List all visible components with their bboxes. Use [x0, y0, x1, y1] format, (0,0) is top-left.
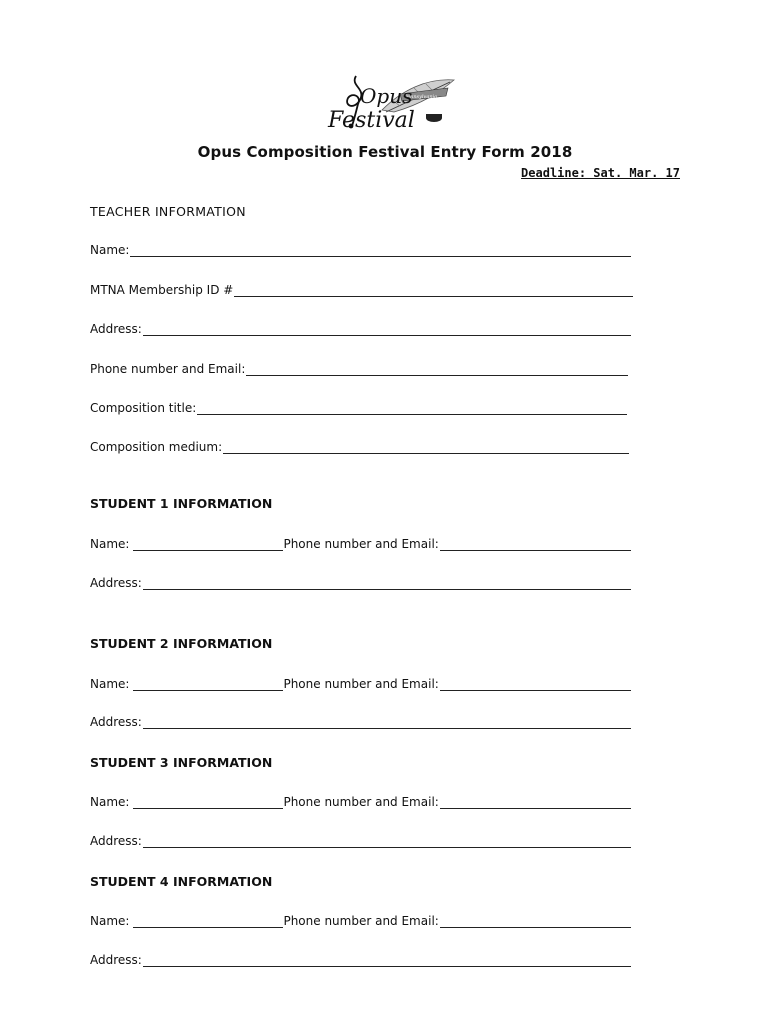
student-3-address-line[interactable]: [143, 835, 631, 848]
composition-title-line[interactable]: [197, 402, 627, 415]
student-3-phone-email-line[interactable]: [440, 796, 631, 809]
student-4-name-label: Name:: [90, 914, 130, 928]
teacher-section-heading: TEACHER INFORMATION: [90, 204, 246, 219]
student-2-name-label: Name:: [90, 677, 130, 691]
student-2-phone-email-line[interactable]: [440, 678, 631, 691]
student-1-phone-email-label: Phone number and Email:: [283, 537, 439, 551]
student-3-address-label: Address:: [90, 834, 142, 848]
student-1-name-phone-row[interactable]: [90, 535, 631, 551]
teacher-phone-email-label: Phone number and Email:: [90, 362, 246, 376]
student-4-address-label: Address:: [90, 953, 142, 967]
form-title: Opus Composition Festival Entry Form 2018: [197, 143, 573, 161]
student-1-heading: STUDENT 1 INFORMATION: [90, 496, 273, 511]
student-2-address-field[interactable]: [90, 713, 631, 729]
student-2-heading: STUDENT 2 INFORMATION: [90, 636, 273, 651]
student-2-name-line[interactable]: [133, 678, 283, 691]
student-4-name-line[interactable]: [133, 915, 283, 928]
student-2-phone-email-label: Phone number and Email:: [283, 677, 439, 691]
svg-text:Opus: Opus: [360, 84, 413, 108]
teacher-name-field[interactable]: [90, 241, 631, 257]
student-1-address-label: Address:: [90, 576, 142, 590]
composition-medium-line[interactable]: [223, 441, 629, 454]
student-3-phone-email-label: Phone number and Email:: [283, 795, 439, 809]
student-1-name-line[interactable]: [133, 538, 283, 551]
student-3-address-field[interactable]: [90, 832, 631, 848]
student-4-phone-email-line[interactable]: [440, 915, 631, 928]
student-1-address-line[interactable]: [143, 577, 631, 590]
student-2-address-label: Address:: [90, 715, 142, 729]
student-2-name-phone-row[interactable]: [90, 675, 631, 691]
teacher-mtna-label: MTNA Membership ID #: [90, 283, 234, 297]
teacher-phone-email-line[interactable]: [246, 363, 628, 376]
teacher-name-line[interactable]: [130, 244, 631, 257]
student-2-address-line[interactable]: [143, 716, 631, 729]
student-4-heading: STUDENT 4 INFORMATION: [90, 874, 273, 889]
student-4-phone-email-label: Phone number and Email:: [283, 914, 439, 928]
opus-festival-logo: [322, 70, 457, 132]
teacher-mtna-field[interactable]: [90, 281, 633, 297]
student-1-name-label: Name:: [90, 537, 130, 551]
student-3-heading: STUDENT 3 INFORMATION: [90, 755, 273, 770]
student-4-address-line[interactable]: [143, 954, 631, 967]
teacher-address-line[interactable]: [143, 323, 631, 336]
teacher-address-field[interactable]: [90, 320, 631, 336]
teacher-address-label: Address:: [90, 322, 142, 336]
composition-title-label: Composition title:: [90, 401, 197, 415]
student-3-name-line[interactable]: [133, 796, 283, 809]
student-4-address-field[interactable]: [90, 951, 631, 967]
teacher-name-label: Name:: [90, 243, 130, 257]
teacher-mtna-line[interactable]: [234, 284, 633, 297]
teacher-phone-email-field[interactable]: [90, 360, 628, 376]
svg-text:Festival: Festival: [328, 108, 415, 132]
student-1-address-field[interactable]: [90, 574, 631, 590]
student-3-name-phone-row[interactable]: [90, 793, 631, 809]
deadline-text: Deadline: Sat. Mar. 17: [521, 166, 680, 180]
composition-medium-field[interactable]: [90, 438, 629, 454]
composition-medium-label: Composition medium:: [90, 440, 223, 454]
composition-title-field[interactable]: [90, 399, 627, 415]
student-3-name-label: Name:: [90, 795, 130, 809]
svg-text:Pennsylvania: Pennsylvania: [404, 94, 438, 100]
student-4-name-phone-row[interactable]: [90, 912, 631, 928]
student-1-phone-email-line[interactable]: [440, 538, 631, 551]
